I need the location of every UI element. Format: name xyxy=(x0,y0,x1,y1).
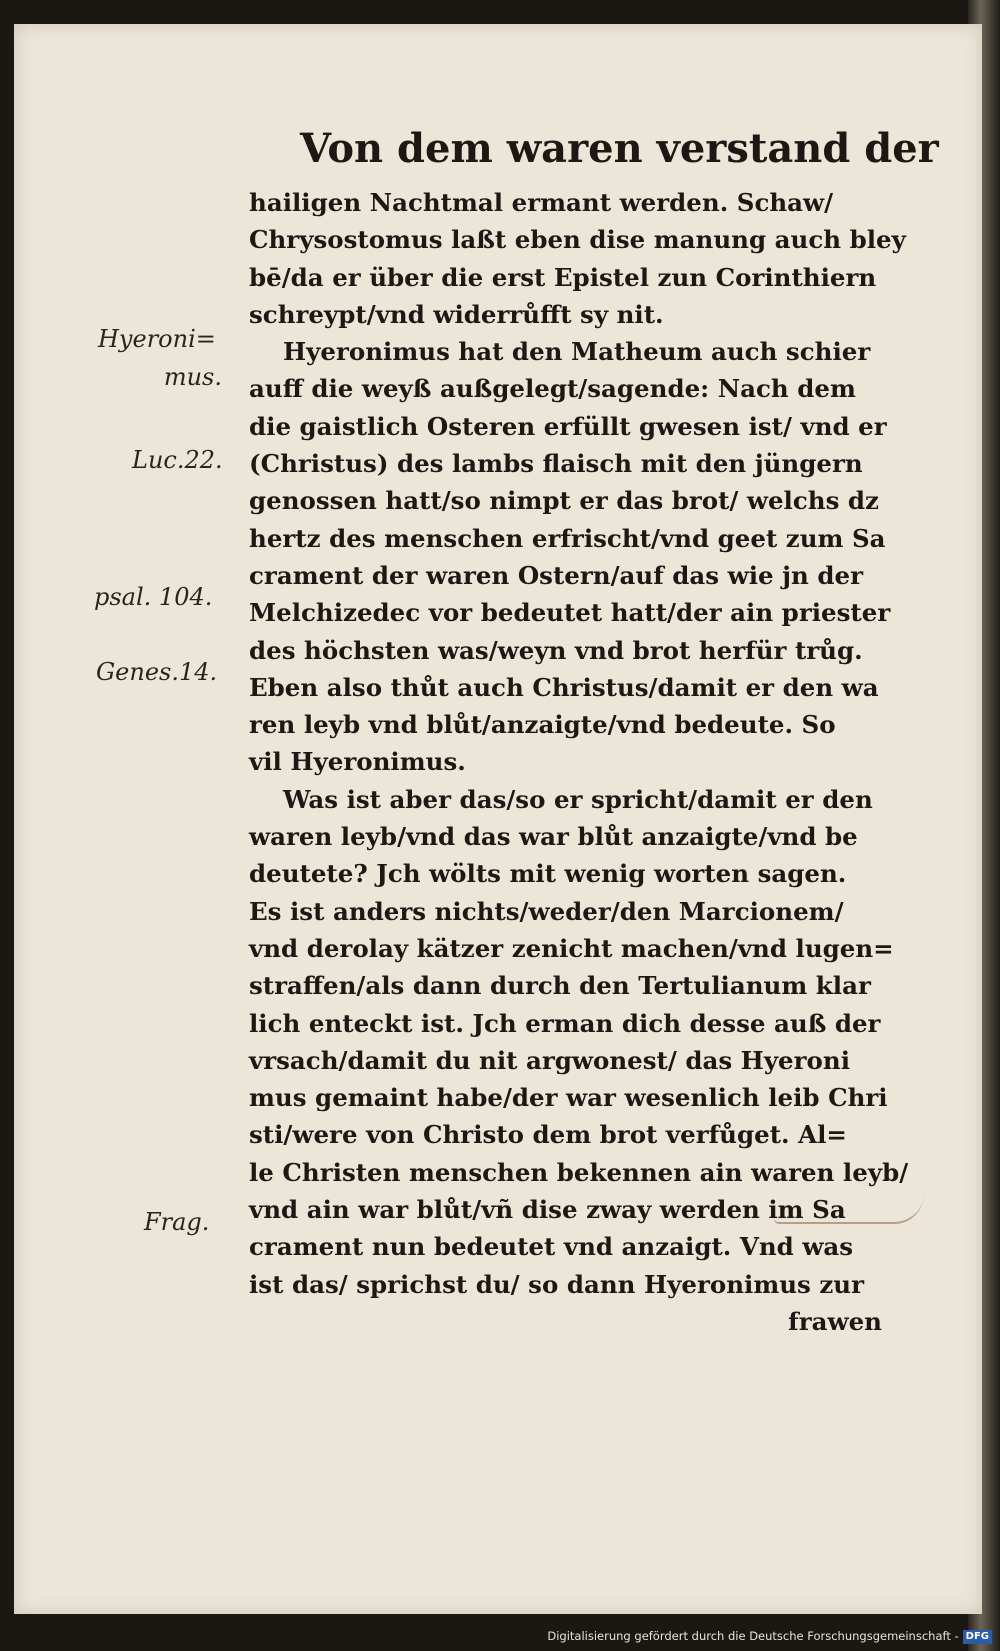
text-line: Es ist anders nichts/weder/den Marcionem/ xyxy=(249,896,844,926)
text-line: crament der waren Ostern/auf das wie jn der xyxy=(249,560,863,590)
dfg-logo: DFG xyxy=(963,1630,992,1644)
credit-text: Digitalisierung gefördert durch die Deutsche Forschungsgemeinschaft - xyxy=(547,1629,959,1643)
text-line: auff die weyß außgelegt/sagende: Nach dem xyxy=(249,374,856,404)
text-line: schreypt/vnd widerrůfft sy nit. xyxy=(249,299,664,329)
text-line: Hyeronimus hat den Matheum auch schier xyxy=(283,337,871,367)
marginal-note: psal. 104. xyxy=(94,583,213,611)
text-line: (Christus) des lambs flaisch mit den jüngern xyxy=(249,449,863,479)
marginal-note: Frag. xyxy=(144,1208,210,1236)
marginal-note: Luc.22. xyxy=(132,446,223,474)
text-line: sti/were von Christo dem brot verfůget. Al= xyxy=(249,1120,847,1150)
text-line: genossen hatt/so nimpt er das brot/ welchs dz xyxy=(249,486,879,516)
text-line: Was ist aber das/so er spricht/damit er den xyxy=(283,784,873,814)
text-line: ren leyb vnd blůt/anzaigte/vnd bedeute. So xyxy=(249,710,836,740)
text-line: Eben also thůt auch Christus/damit er den wa xyxy=(249,672,879,702)
pencil-annotation-mark xyxy=(774,1194,924,1224)
text-line: vnd derolay kätzer zenicht machen/vnd lugen= xyxy=(249,933,894,963)
marginal-note: Hyeroni= xyxy=(98,325,216,353)
text-line: waren leyb/vnd das war blůt anzaigte/vnd be xyxy=(249,822,858,852)
text-line: ist das/ sprichst du/ so dann Hyeronimus zur xyxy=(249,1269,865,1299)
running-head: Von dem waren verstand der xyxy=(300,125,939,172)
text-line: vrsach/damit du nit argwonest/ das Hyeroni xyxy=(249,1045,851,1075)
text-line: le Christen menschen bekennen ain waren leyb/ xyxy=(249,1157,909,1187)
text-line: vnd ain war blůt/vñ dise zway werden im Sa xyxy=(249,1195,846,1225)
text-line: deutete? Jch wölts mit wenig worten sagen. xyxy=(249,859,847,889)
text-line: Chrysostomus laßt eben dise manung auch bley xyxy=(249,225,906,255)
text-line: lich enteckt ist. Jch erman dich desse auß der xyxy=(249,1008,881,1038)
text-line: bē/da er über die erst Epistel zun Corinthiern xyxy=(249,262,877,292)
text-line: des höchsten was/weyn vnd brot herfür trůg. xyxy=(249,635,863,665)
text-line: die gaistlich Osteren erfüllt gwesen ist/ vnd er xyxy=(249,411,887,441)
text-line: crament nun bedeutet vnd anzaigt. Vnd was xyxy=(249,1232,854,1262)
body-text xyxy=(249,184,949,1340)
text-line: Melchizedec vor bedeutet hatt/der ain priester xyxy=(249,598,891,628)
book-page xyxy=(14,24,982,1614)
text-line: straffen/als dann durch den Tertulianum klar xyxy=(249,971,871,1001)
marginal-note: Genes.14. xyxy=(96,658,218,686)
catchword: frawen xyxy=(788,1306,882,1336)
text-line: mus gemaint habe/der war wesenlich leib Chri xyxy=(249,1083,888,1113)
text-line: hailigen Nachtmal ermant werden. Schaw/ xyxy=(249,188,834,217)
text-line: hertz des menschen erfrischt/vnd geet zum Sa xyxy=(249,523,886,553)
marginal-note: mus. xyxy=(163,363,222,391)
digitization-credit xyxy=(547,1627,992,1645)
text-line: vil Hyeronimus. xyxy=(249,747,466,777)
